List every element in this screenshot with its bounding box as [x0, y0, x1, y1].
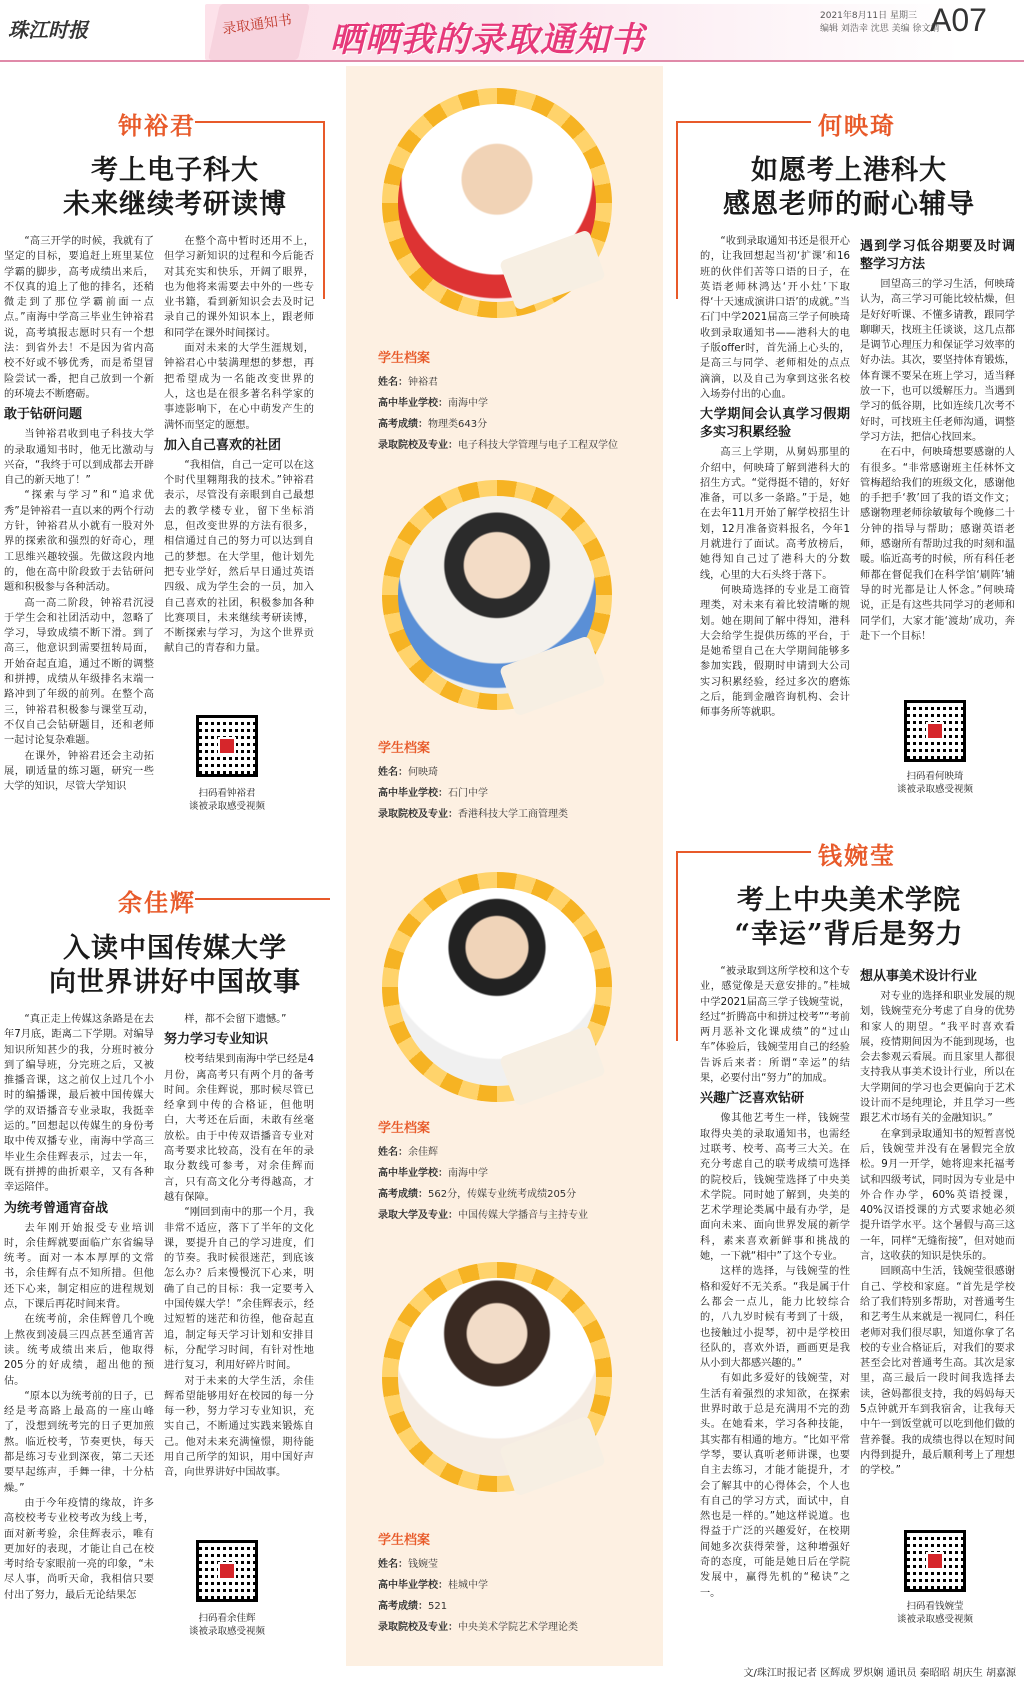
article-column [164, 234, 314, 704]
paragraph: 这样的选择，与钱婉莹的性格和爱好不无关系。“我是属于什么都会一点儿，能力比较综合的，八九岁时候有考到了十级，也接触过小提琴，初中是学校田径队的，喜欢外语，画画更是我从小到大都感兴趣的。” [700, 1266, 850, 1370]
article-headline: 考上电子科大 未来继续考研读博 [63, 155, 287, 220]
student-archive [378, 1118, 658, 1226]
page-number: A07 [930, 2, 987, 38]
student-archive [378, 1530, 658, 1638]
page-title: 晒晒我的录取通知书 [330, 20, 645, 60]
article-column [700, 234, 850, 814]
subheading: 努力学习专业知识 [164, 1032, 269, 1048]
qr-caption: 扫码看钟裕君 谈被录取感受视频 [188, 788, 265, 812]
archive-row: 高考成绩：物理类643分 [378, 419, 488, 430]
archive-row: 高中毕业学校：南海中学 [378, 1168, 488, 1179]
qr-logo-icon [926, 1552, 944, 1570]
archive-row: 录取院校及专业：香港科技大学工商管理类 [378, 809, 568, 820]
paragraph: 样，都不会留下遗憾。” [184, 1014, 287, 1025]
article-column [700, 964, 850, 1654]
paragraph: “收到录取通知书还是很开心的，让我回想起当初‘扩课’和16班的伙伴们苦等口语的日子，在英语老师林鸿达‘开小灶’下取得‘十天速成演讲口语’的成就。”当石门中学2021届高三学子何映琦收到录取通知书——港科大的电子版offer时，首先涌上心头的，是高三与同学、老师相处的点点滴滴，以及自己为拿到这张名校入场券付出的心血。 [700, 236, 850, 400]
paragraph: 在拿到录取通知书的短暂喜悦后，钱婉莹并没有在暑假完全放松。9月一开学，她将迎来托福考试和四级考试，同时因为专业是中外合作办学，60%英语授课，40%汉语授课的方式要求她必须提升语学水平。这个暑假与高三这一年，同样“无缝衔接”，但对她而言，这收获的知识是快乐的。 [860, 1128, 1015, 1263]
paragraph: 由于今年疫情的缘故，许多高校校考专业校考改为线上考，面对新考验，余佳辉表示，唯有更加好的表现，才能让自己在校考时给专家眼前一亮的印象，“未尽人事，尚听天命，我相信只要付出了努力，最后无论结果怎 [4, 1497, 154, 1601]
paragraph: 面对未来的大学生涯规划，钟裕君心中装满理想的梦想，再把希望成为一名能改变世界的人，这也是在很多著名科学家的事迹影响下，在心中萌发产生的满怀而坚定的愿想。 [164, 343, 314, 431]
paragraph: 有如此多爱好的钱婉莹，对生活有着强烈的求知欲，在探索世界时敢于总是充满用不完的劲头。在她看来，学习各种技能，其实都有相通的地方。“比如平常学琴，要认真听老师讲课，也要自主去练习，才能才能提升，才会了解其中的心得体会，个人也有自己的学习方式，面试中，自然也是一样的。”她这样说道。也得益于广泛的兴趣爱好，在校期间她多次获得荣誉，这种增强好奇的态度，可能是她日后在学院发展中，赢得先机的“秘诀”之一。 [700, 1373, 850, 1599]
archive-row: 姓名：钱婉莹 [378, 1559, 438, 1570]
archive-row: 姓名：钟裕君 [378, 377, 438, 388]
subheading: 大学期间会认真学习假期多实习积累经验 [700, 407, 850, 441]
article-headline: 考上中央美术学院 “幸运”背后是努力 [734, 885, 964, 950]
archive-row: 高中毕业学校：石门中学 [378, 788, 488, 799]
student-archive [378, 348, 658, 456]
archive-row: 姓名：何映琦 [378, 767, 438, 778]
date-line: 2021年8月11日 星期三 [820, 11, 917, 21]
subheading: 敢于钻研问题 [4, 407, 83, 423]
paragraph: “真正走上传媒这条路是在去年7月底，距离二下学期。对编导知识所知甚少的我，分班时被分到了编导班，分完班之后，又被推播音课，这之前仅上过几个小时的编播课，最后被中国传媒大学的双语播音专业录取，我挺幸运的。”回想起以传媒生的身份考取中传双播专业，南海中学高三毕业生余佳辉表示，过去一年，既有拼搏的曲折艰辛，又有各种幸运陪伴。 [4, 1014, 154, 1194]
connector-line [195, 898, 330, 900]
article-column [4, 234, 154, 844]
paragraph: 何映琦选择的专业是工商管理类，对未来有着比较清晰的规划。她在期间了解中得知，港科大会给学生提供历练的平台，于是她希望自己在大学期间能够多参加实践，假期时申请到大公司实习积累经验，经过多次的磨炼之后，能到金融咨询机构、会计师事务所等就职。 [700, 584, 850, 719]
qr-logo-icon [218, 737, 236, 755]
article-column [164, 1012, 314, 1532]
student-name: 钟裕君 [118, 111, 196, 140]
archive-row: 高考成绩：521 [378, 1601, 448, 1612]
masthead: 珠江时报 [8, 18, 88, 42]
article-column [4, 1012, 154, 1657]
archive-label: 学生档案 [378, 1533, 431, 1548]
archive-row: 录取大学及专业：中国传媒大学播音与主持专业 [378, 1210, 588, 1221]
student-archive [378, 738, 658, 825]
section-tag: 录取通知书 [221, 12, 293, 38]
subheading: 兴趣广泛喜欢钻研 [700, 1091, 805, 1107]
archive-row: 高考成绩：562分，传媒专业统考成绩205分 [378, 1189, 577, 1200]
student-name: 钱婉莹 [818, 841, 896, 870]
paragraph: 在统考前，余佳辉曾几个晚上熬夜到凌晨三四点甚至通宵苦读。统考成绩出来后，他取得205分的好成绩，超出他的预估。 [4, 1314, 154, 1387]
archive-label: 学生档案 [378, 1121, 431, 1136]
qr-logo-icon [926, 722, 944, 740]
paragraph: 在课外，钟裕君还会主动拓展，刷适量的练习题，研究一些大学的知识，尽管大学知识 [4, 750, 154, 793]
header-rule [0, 60, 1024, 62]
paragraph: “刚回到南中的那一个月，我非常不适应，落下了半年的文化课，要提升自己的学习进度，们的节奏。我时候很迷茫，到底该怎么办？后来慢慢沉下心来，明确了自己的目标：我一定要考入中国传媒大学！”余佳辉表示，经过短暂的迷茫和彷徨，他奋起直追，制定每天学习计划和安排目标，分配学习时间，有针对性地进行复习，利用好碎片时间。 [164, 1207, 314, 1372]
article-column [860, 964, 1015, 1524]
paragraph: 回顾高中生活，钱婉莹很感谢自己、学校和家庭。“首先是学校给了我们特别多帮助，对普通考生和艺考生从来就是一视同仁，科任老师对我们很尽职，知道你拿了名校的专业合格证后，对我们的要求甚至会比对普通考生高。其次是家里，高三最后一段时间我选择去读，爸妈都很支持，我的妈妈每天5点钟就开车到我宿舍，让我每天中午一到饭堂就可以吃到他们做的营养餐。我的成绩也得以在短时间内得到提升，最后顺利考上了理想的学校。” [860, 1266, 1015, 1477]
paragraph: “原本以为统考前的日子，已经是考高路上最高的一座山峰了，没想到统考完的日子更加煎熬。临近校考，节奏更快，每天都是练习专业到深夜，第二天还要早起练声，手舞一律，十分枯燥。” [4, 1390, 154, 1494]
archive-row: 录取院校及专业：电子科技大学管理与电子工程双学位 [378, 440, 618, 451]
qr-caption: 扫码看余佳辉 谈被录取感受视频 [188, 1613, 265, 1637]
paragraph: 对专业的选择和职业发展的规划，钱婉莹充分考虑了自身的优势和家人的期望。“我平时喜欢看展，疫情期间因为不能到现场，也会去参观云看展。而且家里人都很支持我从事美术设计行业，所以在大学期间的学习也会更偏向于艺术设计而不是纯理论，并且学习一些跟艺术市场有关的金融知识。” [860, 991, 1015, 1125]
paragraph: 当钟裕君收到电子科技大学的录取通知书时，他无比激动与兴奋，“我终于可以到成都去开辟自己的新天地了！” [4, 429, 154, 487]
student-name: 余佳辉 [118, 888, 196, 917]
paragraph: 去年刚开始报受专业培训时，余佳辉就要面临广东省编导统考。面对一本本厚厚的文常书，余佳辉有点不知所措。但他还下心来，制定相应的进程规划点，下课后再花时间来背。 [4, 1222, 154, 1311]
paragraph: 回望高三的学习生活，何映琦认为，高三学习可能比较枯燥，但是好好听课、不懂多请教，跟同学聊聊天，找班主任谈谈，这几点都是调节心理压力和保证学习效率的好办法。其次，要坚持体育锻炼，体育课不要呆在班上学习，适当释放一下，也可以缓解压力。当遇到学习的低谷期，比如连续几次考不好时，可找班主任老师沟通，调整学习方法，把信心找回来。 [860, 279, 1015, 443]
paragraph: “被录取到这所学校和这个专业，感觉像是天意安排的。”桂城中学2021届高三学子钱婉莹说，经过“折腾高中和拼过校考”“考前两月恶补文化课成绩”的“过山车”体验后，钱婉莹用自己的经验告诉后来者：所谓“幸运”的结果，必要付出“努力”的加成。 [700, 966, 850, 1085]
article-headline: 如愿考上港科大 感恩老师的耐心辅导 [723, 155, 975, 220]
paragraph: “探索与学习”和“追求优秀”是钟裕君一直以来的两个行动方针，钟裕君从小就有一股对外界的探索欲和强烈的好奇心，理工思维兴趣较强。先做这段内地的，他在高中阶段致于去钻研问题和积极参与各种活动。 [4, 490, 154, 594]
archive-label: 学生档案 [378, 741, 431, 756]
paragraph: 校考结果到南海中学已经是4月份，离高考只有两个月的备考时间。余佳辉说，那时候尽管已经拿到中传的合格证，但他明白，大考还在后面，未敢有丝毫放松。由于中传双语播音专业对高考要求比较高，没有在年的录取分数线可参考，对余佳辉而言，只有高文化分考得越高，才越有保障。 [164, 1054, 314, 1203]
editor-line: 编辑 刘浩幸 沈思 美编 徐文婧 [820, 24, 940, 34]
qr-caption: 扫码看钱婉莹 谈被录取感受视频 [896, 1601, 973, 1625]
paragraph: 像其他艺考生一样，钱婉莹取得央美的录取通知书，也需经过联考、校考、高考三大关。在充分考虑自己的联考成绩可选择的院校后，钱婉莹选择了中央美术学院。同时她了解到，央美的艺术学理论类属中最有办学，是面向未来、面向世界发展的新学科，素来喜欢新鲜事和挑战的她，一下就“相中”了这个专业。 [700, 1113, 850, 1263]
subheading: 想从事美术设计行业 [860, 969, 978, 984]
subheading: 加入自己喜欢的社团 [164, 437, 282, 453]
paragraph: 在石中，何映琦想要感谢的人有很多。“非常感谢班主任林怀文管梅超给我们的班级文化，感谢他的手把手‘教’回了我的语文作文；感谢物理老师徐敏敏每个晚修二十分钟的指导与帮助；感谢英语老师，感谢所有帮助过我的时刻和温暖。临近高考的时候，所有科任老师都在督促我们在科学馆‘刷阵’辅导的时光都是让人怀念。”何映琦说，正是有这些共同学习的老师和同学们，大家才能‘渡劫’成功，奔赴下一个目标！ [860, 447, 1015, 642]
subheading: 遇到学习低谷期要及时调整学习方法 [860, 239, 1015, 272]
archive-row: 姓名：余佳辉 [378, 1147, 438, 1158]
paragraph: 高三上学期，从舅妈那里的介绍中，何映琦了解到港科大的招生方式。“觉得挺不错的，好好准备，可以多一条路。”于是，她在去年11月开始了解学校招生计划，12月准备资料报名，今年1月就进行了面试。高考放榜后，她得知自己过了港科大的分数线，心里的大石头终于落下。 [700, 447, 850, 581]
archive-row: 高中毕业学校：桂城中学 [378, 1580, 488, 1591]
archive-row: 高中毕业学校：南海中学 [378, 398, 488, 409]
article-headline: 入读中国传媒大学 向世界讲好中国故事 [49, 933, 301, 998]
article-column [860, 234, 1015, 704]
archive-label: 学生档案 [378, 351, 431, 366]
date-editor-info [820, 10, 940, 36]
paragraph: 对于未来的大学生活，余佳辉希望能够用好在校园的每一分每一秒，努力学习专业知识，充实自己，不断通过实践来锻炼自己。他对未来充满憧憬，期待能用自己所学的知识，用中国好声音，向世界讲好中国故事。 [164, 1375, 314, 1479]
qr-caption: 扫码看何映琦 谈被录取感受视频 [896, 771, 973, 795]
byline-footer: 文/珠江时报记者 区辉成 罗炽娴 通讯员 秦昭昭 胡庆生 胡嘉源 [743, 1668, 1016, 1679]
student-name: 何映琦 [818, 111, 896, 140]
qr-logo-icon [218, 1562, 236, 1580]
archive-row: 录取院校及专业：中央美术学院艺术学理论类 [378, 1622, 578, 1633]
paragraph: 高一高二阶段，钟裕君沉浸于学生会和社团活动中，忽略了学习，导致成绩不断下滑。到了高三，他意识到需要扭转局面，开始奋起直追，通过不断的调整和拼搏，成绩从年级排名末端一路冲到了年级的前列。在整个高三，钟裕君积极参与课堂互动，不仅自己会钻研题目，还和老师一起讨论复杂难题。 [4, 597, 154, 747]
paragraph: “我相信，自己一定可以在这个时代里翱翔我的技术。”钟裕君表示，尽管没有亲眼到自己最想去的教学楼专业，留下坐标消息，但改变世界的方法有很多，相信通过自己的努力可以达到自己的梦想。在大学里，他计划先把专业学好，然后早日通过英语四级、成为学生会的一员，加入自己喜欢的社团，积极参加各种比赛项目，未来继续考研读博，不断探索与学习，为这个世界贡献自己的青春和力量。 [164, 459, 314, 655]
subheading: 为统考曾通宵奋战 [4, 1200, 109, 1216]
paragraph: 在整个高中暂时还用不上，但学习新知识的过程和今后能否对其充实和快乐，开阔了眼界，也为他将来需要去中外的一些专业书籍，看到新知识会去及时记录自己的课外知识本上，跟老师和同学在课外时间探讨。 [164, 236, 314, 339]
page-header [0, 0, 1024, 66]
paragraph: “高三开学的时候，我就有了坚定的目标，要追赶上班里某位学霸的脚步，高考成绩出来后，不仅真的追上了他的排名，还稍微走到了那位学霸前面一点点。”南海中学高三毕业生钟裕君说，高考填报志愿时只有一个想法：到省外去！不是因为省内高校不好或不够优秀，而是希望冒险尝试一番，把自己放到一个新的环境去不断磨砺。 [4, 236, 154, 400]
